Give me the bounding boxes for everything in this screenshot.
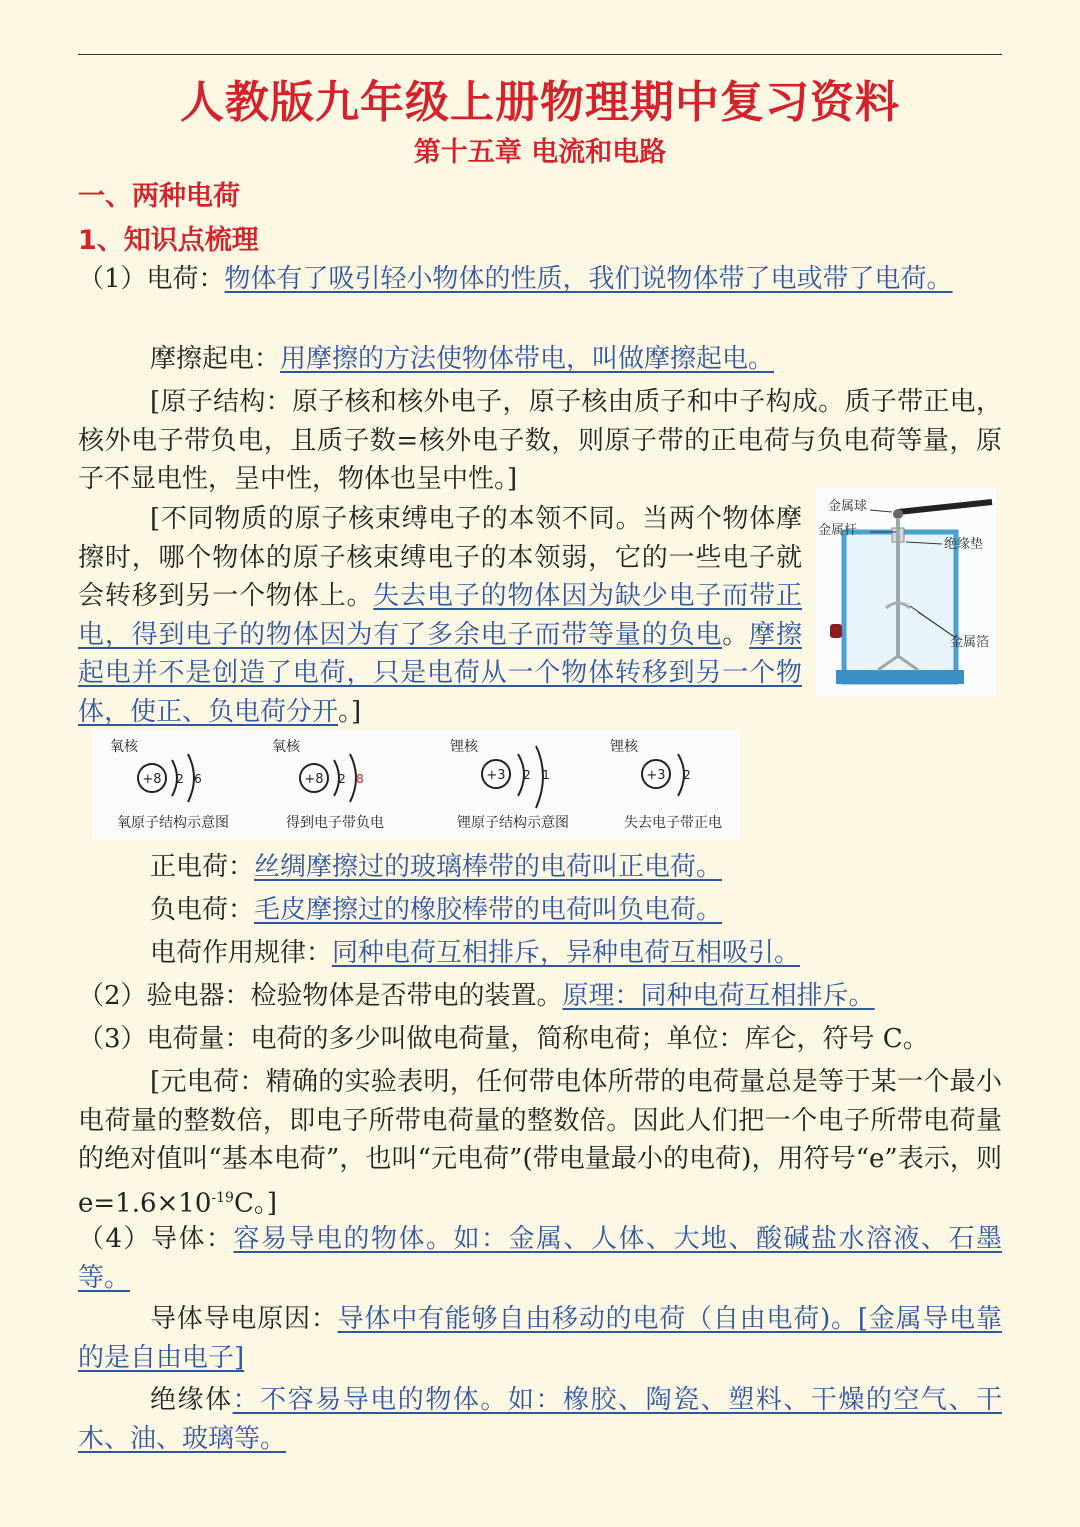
para-charge-law xyxy=(150,934,1002,973)
para-atom-structure: [原子结构：原子核和核外电子，原子核由质子和中子构成。质子带正电，核外电子带负电，且质子数=核外电子数，则原子带的正电荷与负电荷等量，原子不显电性，呈中性，物体也呈中性。] xyxy=(78,387,1002,494)
electroscope-prefix: （2）验电器：检验物体是否带电的装置。 xyxy=(78,981,563,1011)
atom-oxygen xyxy=(92,730,254,840)
positive-def: 丝绸摩擦过的玻璃棒带的电荷叫正电荷。 xyxy=(254,852,723,882)
label-metal-ball: 金属球 xyxy=(828,499,868,514)
electroscope-figure xyxy=(816,488,996,696)
insulator-prefix: 绝缘体 xyxy=(150,1385,233,1415)
law-def: 同种电荷互相排斥，异种电荷互相吸引。 xyxy=(332,938,801,968)
para-friction-def: 用摩擦的方法使物体带电，叫做摩擦起电。 xyxy=(280,344,775,374)
reason-def: 导体中有能够自由移动的电荷（自由电荷)。[金属导电靠的是自由电子] xyxy=(78,1304,1002,1373)
electroscope-def: 原理：同种电荷互相排斥。 xyxy=(562,981,875,1011)
para-positive-charge xyxy=(150,848,1002,887)
atom-caption: 失去电子带正电 xyxy=(624,815,722,831)
negative-def: 毛皮摩擦过的橡胶棒带的电荷叫负电荷。 xyxy=(254,895,723,925)
outer-shell-count: 1 xyxy=(542,768,550,782)
atom-diagram-strip xyxy=(92,730,740,840)
para-electroscope xyxy=(78,977,1002,1016)
atom-caption: 锂原子结构示意图 xyxy=(457,815,569,831)
para-charge-prefix: （1）电荷： xyxy=(78,264,225,294)
top-rule xyxy=(78,54,1002,55)
label-metal-rod: 金属杆 xyxy=(818,523,858,538)
nucleus-label: 锂核 xyxy=(610,739,638,755)
atom-lithium xyxy=(432,730,594,840)
transfer-underline-2: 摩擦起电并不是创造了电荷，只是电荷从一个物体转移到另一个物体，使正、负电荷分开 xyxy=(78,619,802,727)
para-friction-prefix: 摩擦起电： xyxy=(150,344,281,374)
para-charge xyxy=(78,260,1002,299)
subsection-heading: 1、知识点梳理 xyxy=(78,225,259,256)
inner-shell-count: 2 xyxy=(176,772,184,786)
nucleus-charge: +8 xyxy=(142,772,162,787)
para-negative-charge xyxy=(150,891,1002,930)
transfer-underline-1: 失去电子的物体因为缺少电子而带正电，得到电子的物体因为有了多余电子而带等量的负电 xyxy=(78,581,802,650)
outer-shell-count: 6 xyxy=(194,772,202,786)
positive-prefix: 正电荷： xyxy=(150,852,255,882)
reason-prefix: 导体导电原因： xyxy=(150,1304,338,1334)
label-metal-foil: 金属箔 xyxy=(950,635,990,650)
inner-shell-count: 2 xyxy=(523,768,531,782)
negative-prefix: 负电荷： xyxy=(150,895,255,925)
section-heading: 一、两种电荷 xyxy=(78,181,240,212)
atom-lithium-ion xyxy=(592,730,754,840)
nucleus-charge: +8 xyxy=(304,772,324,787)
para-charge-def: 物体有了吸引轻小物体的性质，我们说物体带了电或带了电荷。 xyxy=(224,264,953,294)
para-charge-quantity: （3）电荷量：电荷的多少叫做电荷量，简称电荷；单位：库仑，符号 C。 xyxy=(78,1024,929,1054)
nucleus-label: 锂核 xyxy=(450,739,478,755)
transfer-end: 。] xyxy=(338,696,362,727)
para-conduction-reason xyxy=(78,1300,1002,1377)
elementary-end: C。] xyxy=(233,1188,277,1219)
conductor-def: 容易导电的物体。如：金属、人体、大地、酸碱盐水溶液、石墨等。 xyxy=(78,1224,1002,1293)
page-title: 人教版九年级上册物理期中复习资料 xyxy=(180,77,900,128)
nucleus-charge: +3 xyxy=(646,768,666,783)
inner-shell-count: 2 xyxy=(338,772,346,786)
atom-oxygen-ion xyxy=(254,730,416,840)
outer-shell-count: 8 xyxy=(356,772,364,786)
nucleus-label: 氧核 xyxy=(110,739,138,755)
elementary-exponent: -19 xyxy=(211,1189,234,1206)
para-insulator xyxy=(78,1381,1002,1458)
insulator-def: ：不容易导电的物体。如：橡胶、陶瓷、塑料、干燥的空气、干木、油、玻璃等。 xyxy=(78,1385,1002,1454)
para-conductor xyxy=(78,1220,1002,1297)
nucleus-charge: +3 xyxy=(486,768,506,783)
transfer-text: [不同物质的原子核束缚电子的本领不同。当两个物体摩擦时，哪个物体的原子核束缚电子的本领弱，它的一些电子就会转移到另一个物体上。 xyxy=(78,504,802,611)
atom-caption: 得到电子带负电 xyxy=(286,815,384,831)
law-prefix: 电荷作用规律： xyxy=(150,938,333,968)
para-elementary-charge xyxy=(78,1063,1002,1223)
atom-caption: 氧原子结构示意图 xyxy=(117,815,229,831)
label-insulating-pad: 绝缘垫 xyxy=(944,537,984,552)
elementary-text: [元电荷：精确的实验表明，任何带电体所带的电荷量总是等于某一个最小电荷量的整数倍，即电子所带电荷量的整数倍。因此人们把一个电子所带电荷量的绝对值叫“基本电荷”，也叫“元电荷”(带电量最小的电荷)，用符号“e”表示，则 e=1.6×10 xyxy=(78,1067,1002,1219)
inner-shell-count: 2 xyxy=(683,768,691,782)
chapter-title: 第十五章 电流和电路 xyxy=(413,137,667,168)
para-friction xyxy=(150,340,1002,379)
nucleus-label: 氧核 xyxy=(272,739,300,755)
para-electron-transfer xyxy=(78,500,802,731)
transfer-sep: 。 xyxy=(722,619,750,650)
conductor-prefix: （4）导体： xyxy=(78,1224,234,1254)
